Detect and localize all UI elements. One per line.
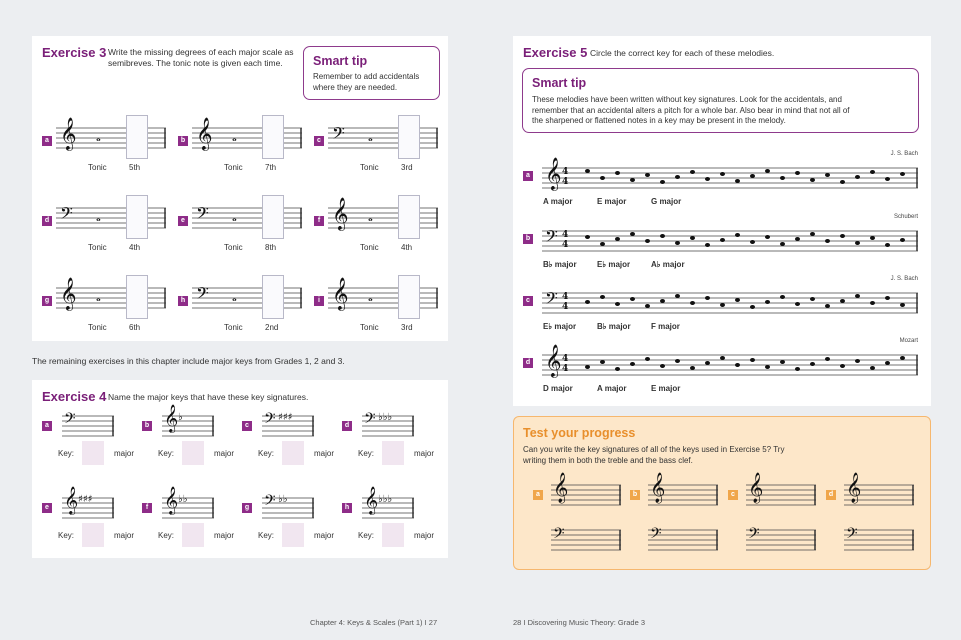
melody-note (825, 173, 830, 177)
major-label: major (214, 449, 235, 458)
melody-note (825, 239, 830, 243)
exercise4-item-label: d (342, 421, 352, 431)
exercise3-item-label: b (178, 136, 188, 146)
key-option[interactable]: F major (651, 322, 680, 331)
clef-icon: 𝄞 (164, 486, 179, 514)
clef-icon: 𝄞 (60, 277, 77, 310)
melody-note (600, 242, 605, 246)
melody-note (645, 304, 650, 308)
melody-note (585, 169, 590, 173)
melody-note (900, 238, 905, 242)
tonic-label: Tonic (88, 163, 107, 172)
melody-stave (542, 165, 918, 191)
melody-note (645, 239, 650, 243)
tonic-label: Tonic (360, 323, 379, 332)
clef-icon: 𝄞 (332, 277, 349, 310)
degree-label: 3rd (401, 163, 413, 172)
key-label: Key: (58, 449, 75, 458)
clef-icon: 𝄢 (332, 123, 345, 147)
answer-box[interactable] (126, 195, 148, 239)
melody-note (705, 243, 710, 247)
melody-note (750, 358, 755, 362)
clef-icon: 𝄢 (60, 203, 73, 227)
clef-icon: 𝄢 (196, 203, 209, 227)
key-answer-box[interactable] (382, 523, 404, 547)
test-progress-title: Test your progress (523, 426, 636, 440)
key-option[interactable]: E♭ major (597, 260, 631, 269)
clef-icon: 𝄞 (196, 117, 213, 150)
clef-icon: 𝄢 (545, 226, 558, 250)
melody-note (780, 176, 785, 180)
tonic-label: Tonic (88, 323, 107, 332)
major-label: major (114, 449, 135, 458)
key-signature: ♯♯♯ (278, 412, 293, 423)
clef-icon: 𝄢 (264, 410, 276, 431)
melody-label: a (523, 171, 533, 181)
exercise5-title: Exercise 5 (523, 45, 588, 60)
bass-clef-icon: 𝄢 (846, 525, 858, 546)
melody-note (705, 296, 710, 300)
exercise4-item-label: e (42, 503, 52, 513)
melody-note (690, 236, 695, 240)
melody-note (900, 172, 905, 176)
melody-note (720, 356, 725, 360)
exercise3-item-label: a (42, 136, 52, 146)
key-label: Key: (258, 449, 275, 458)
melody-note (585, 300, 590, 304)
key-label: Key: (358, 531, 375, 540)
melody-note (780, 295, 785, 299)
melody-note (765, 300, 770, 304)
smart-tip-title: Smart tip (532, 76, 587, 90)
melody-note (795, 237, 800, 241)
melody-stave (542, 290, 918, 316)
exercise4-item-label: f (142, 503, 152, 513)
key-label: Key: (158, 449, 175, 458)
melody-note (690, 301, 695, 305)
key-answer-box[interactable] (282, 441, 304, 465)
time-signature: 4 4 (562, 292, 569, 312)
key-option[interactable]: B♭ major (543, 260, 577, 269)
exercise4-item-label: h (342, 503, 352, 513)
tonic-label: Tonic (360, 243, 379, 252)
melody-note (630, 178, 635, 182)
melody-note (810, 178, 815, 182)
exercise4-item-label: g (242, 503, 252, 513)
progress-label: c (728, 490, 738, 500)
answer-box[interactable] (262, 115, 284, 159)
melody-note (780, 360, 785, 364)
degree-label: 2nd (265, 323, 279, 332)
melody-note (855, 241, 860, 245)
degree-label: 6th (129, 323, 141, 332)
exercise4-title: Exercise 4 (42, 389, 107, 404)
key-signature: ♯♯♯ (78, 494, 93, 505)
key-signature: ♭♭♭ (378, 412, 393, 423)
melody-note (645, 357, 650, 361)
melody-note (855, 359, 860, 363)
key-label: Key: (358, 449, 375, 458)
melody-note (810, 232, 815, 236)
melody-note (705, 361, 710, 365)
progress-label: b (630, 490, 640, 500)
melody-note (900, 303, 905, 307)
key-option[interactable]: G major (651, 197, 682, 206)
key-signature: ♭ (178, 412, 183, 423)
melody-note (675, 294, 680, 298)
melody-note (885, 243, 890, 247)
clef-icon: 𝄞 (545, 344, 562, 377)
melody-note (900, 356, 905, 360)
melody-stave (542, 352, 918, 378)
clef-icon: 𝄢 (364, 410, 376, 431)
melody-note (825, 357, 830, 361)
melody-note (765, 365, 770, 369)
clef-icon: 𝄢 (196, 283, 209, 307)
degree-label: 3rd (401, 323, 413, 332)
melody-note (825, 304, 830, 308)
clef-icon: 𝄞 (64, 486, 79, 514)
melody-note (660, 234, 665, 238)
key-signature: ♭♭♭ (378, 494, 393, 505)
exercise3-item-label: i (314, 296, 324, 306)
melody-note (735, 363, 740, 367)
melody-note (840, 364, 845, 368)
melody-note (660, 364, 665, 368)
clef-icon: 𝄢 (545, 288, 558, 312)
progress-label: d (826, 490, 836, 500)
melody-label: c (523, 296, 533, 306)
melody-note (810, 297, 815, 301)
tonic-label: Tonic (224, 163, 243, 172)
melody-note (840, 180, 845, 184)
composer-label: Mozart (899, 338, 918, 344)
composer-label: Schubert (893, 214, 918, 220)
key-answer-box[interactable] (182, 441, 204, 465)
smart-tip-text: These melodies have been written without key signatures. Look for the accidentals, and remember that an accidental alters a pitch for a whole bar. Also bear in mind that not all of the sharpened or flattened notes in a key may be present in the melody. (532, 95, 850, 125)
key-option[interactable]: A major (597, 384, 627, 393)
exercise3-item-label: g (42, 296, 52, 306)
melody-note (690, 170, 695, 174)
answer-box[interactable] (398, 195, 420, 239)
exercise4-item-label: b (142, 421, 152, 431)
tonic-label: Tonic (360, 163, 379, 172)
melody-note (585, 235, 590, 239)
melody-note (885, 361, 890, 365)
tonic-label: Tonic (224, 243, 243, 252)
melody-note (765, 235, 770, 239)
key-signature: ♭♭ (278, 494, 288, 505)
melody-note (840, 234, 845, 238)
clef-icon: 𝄢 (64, 410, 76, 431)
answer-box[interactable] (398, 115, 420, 159)
melody-note (765, 169, 770, 173)
bass-clef-icon: 𝄢 (748, 525, 760, 546)
melody-note (675, 359, 680, 363)
answer-box[interactable] (126, 115, 148, 159)
degree-label: 5th (129, 163, 141, 172)
major-label: major (214, 531, 235, 540)
melody-note (735, 233, 740, 237)
clef-icon: 𝄞 (545, 157, 562, 190)
melody-note (630, 297, 635, 301)
tonic-label: Tonic (88, 243, 107, 252)
key-option[interactable]: A major (543, 197, 573, 206)
melody-note (735, 298, 740, 302)
melody-label: b (523, 234, 533, 244)
time-signature: 4 4 (562, 167, 569, 187)
melody-stave (542, 228, 918, 254)
whole-note: 𝅝 (96, 290, 101, 304)
exercise3-item-label: f (314, 216, 324, 226)
melody-note (600, 360, 605, 364)
exercise3-smart-tip (303, 46, 440, 100)
progress-label: a (533, 490, 543, 500)
answer-box[interactable] (262, 195, 284, 239)
key-answer-box[interactable] (82, 441, 104, 465)
whole-note: 𝅝 (96, 130, 101, 144)
treble-clef-icon: 𝄞 (553, 473, 569, 503)
exercise5-smart-tip (522, 68, 919, 133)
melody-note (840, 299, 845, 303)
exercise3-title: Exercise 3 (42, 45, 107, 60)
key-answer-box[interactable] (382, 441, 404, 465)
clef-icon: 𝄞 (164, 404, 179, 432)
melody-note (615, 171, 620, 175)
melody-note (855, 175, 860, 179)
tonic-label: Tonic (224, 323, 243, 332)
key-label: Key: (58, 531, 75, 540)
exercise4-item-label: c (242, 421, 252, 431)
major-label: major (314, 449, 335, 458)
melody-note (705, 177, 710, 181)
test-progress-text: Can you write the key signatures of all of the keys used in Exercise 5? Try writing them in both the treble and the bass clef. (523, 445, 785, 465)
degree-label: 8th (265, 243, 277, 252)
answer-box[interactable] (262, 275, 284, 319)
melody-note (645, 173, 650, 177)
melody-note (795, 302, 800, 306)
major-label: major (114, 531, 135, 540)
melody-note (615, 302, 620, 306)
treble-clef-icon: 𝄞 (748, 473, 764, 503)
left-page-footer: Chapter 4: Keys & Scales (Part 1) I 27 (310, 618, 438, 627)
answer-box[interactable] (398, 275, 420, 319)
key-option[interactable]: D major (543, 384, 573, 393)
melody-note (780, 242, 785, 246)
time-signature: 4 4 (562, 230, 569, 250)
degree-label: 7th (265, 163, 277, 172)
major-label: major (414, 531, 435, 540)
melody-note (885, 177, 890, 181)
whole-note: 𝅝 (368, 290, 373, 304)
exercise5-instruction: Circle the correct key for each of these melodies. (590, 48, 775, 58)
melody-note (720, 172, 725, 176)
clef-icon: 𝄢 (264, 492, 276, 513)
key-answer-box[interactable] (82, 523, 104, 547)
melody-note (660, 180, 665, 184)
answer-box[interactable] (126, 275, 148, 319)
melody-note (885, 296, 890, 300)
melody-note (870, 301, 875, 305)
melody-note (870, 366, 875, 370)
bass-clef-icon: 𝄢 (553, 525, 565, 546)
melody-note (615, 237, 620, 241)
melody-note (660, 299, 665, 303)
clef-icon: 𝄞 (332, 197, 349, 230)
whole-note: 𝅝 (232, 130, 237, 144)
melody-note (630, 362, 635, 366)
key-answer-box[interactable] (182, 523, 204, 547)
melody-note (600, 176, 605, 180)
key-option[interactable]: E major (597, 197, 627, 206)
clef-icon: 𝄞 (60, 117, 77, 150)
melody-note (630, 232, 635, 236)
key-label: Key: (158, 531, 175, 540)
melody-label: d (523, 358, 533, 368)
whole-note: 𝅝 (368, 130, 373, 144)
treble-clef-icon: 𝄞 (846, 473, 862, 503)
smart-tip-text: Remember to add accidentals where they are needed. (313, 72, 420, 92)
whole-note: 𝅝 (232, 290, 237, 304)
melody-note (870, 236, 875, 240)
key-option[interactable]: A♭ major (651, 260, 685, 269)
exercise3-instruction: Write the missing degrees of each major scale as semibreves. The tonic note is given each time. (108, 47, 294, 68)
clef-icon: 𝄞 (364, 486, 379, 514)
key-option[interactable]: E♭ major (543, 322, 577, 331)
melody-note (675, 241, 680, 245)
whole-note: 𝅝 (368, 210, 373, 224)
melody-note (600, 295, 605, 299)
major-label: major (314, 531, 335, 540)
key-answer-box[interactable] (282, 523, 304, 547)
right-page-footer: 28 I Discovering Music Theory: Grade 3 (513, 618, 646, 627)
melody-note (675, 175, 680, 179)
melody-note (795, 367, 800, 371)
remaining-exercises-note: The remaining exercises in this chapter include major keys from Grades 1, 2 and 3. (32, 356, 345, 366)
whole-note: 𝅝 (232, 210, 237, 224)
exercise4-instruction: Name the major keys that have these key signatures. (108, 392, 309, 402)
melody-note (720, 238, 725, 242)
composer-label: J. S. Bach (890, 276, 918, 282)
whole-note: 𝅝 (96, 210, 101, 224)
melody-note (690, 366, 695, 370)
exercise3-item-label: h (178, 296, 188, 306)
major-label: major (414, 449, 435, 458)
smart-tip-title: Smart tip (313, 54, 368, 68)
degree-label: 4th (129, 243, 141, 252)
melody-note (750, 240, 755, 244)
melody-note (810, 362, 815, 366)
bass-clef-icon: 𝄢 (650, 525, 662, 546)
composer-label: J. S. Bach (890, 151, 918, 157)
melody-note (615, 367, 620, 371)
key-option[interactable]: E major (651, 384, 681, 393)
key-signature: ♭♭ (178, 494, 188, 505)
melody-note (735, 179, 740, 183)
exercise3-item-label: d (42, 216, 52, 226)
melody-note (720, 303, 725, 307)
key-label: Key: (258, 531, 275, 540)
degree-label: 4th (401, 243, 413, 252)
key-option[interactable]: B♭ major (597, 322, 631, 331)
melody-note (795, 171, 800, 175)
melody-note (750, 305, 755, 309)
exercise4-item-label: a (42, 421, 52, 431)
melody-note (585, 365, 590, 369)
melody-note (750, 174, 755, 178)
melody-note (870, 170, 875, 174)
exercise3-item-label: e (178, 216, 188, 226)
time-signature: 4 4 (562, 354, 569, 374)
melody-note (855, 294, 860, 298)
exercise3-item-label: c (314, 136, 324, 146)
treble-clef-icon: 𝄞 (650, 473, 666, 503)
